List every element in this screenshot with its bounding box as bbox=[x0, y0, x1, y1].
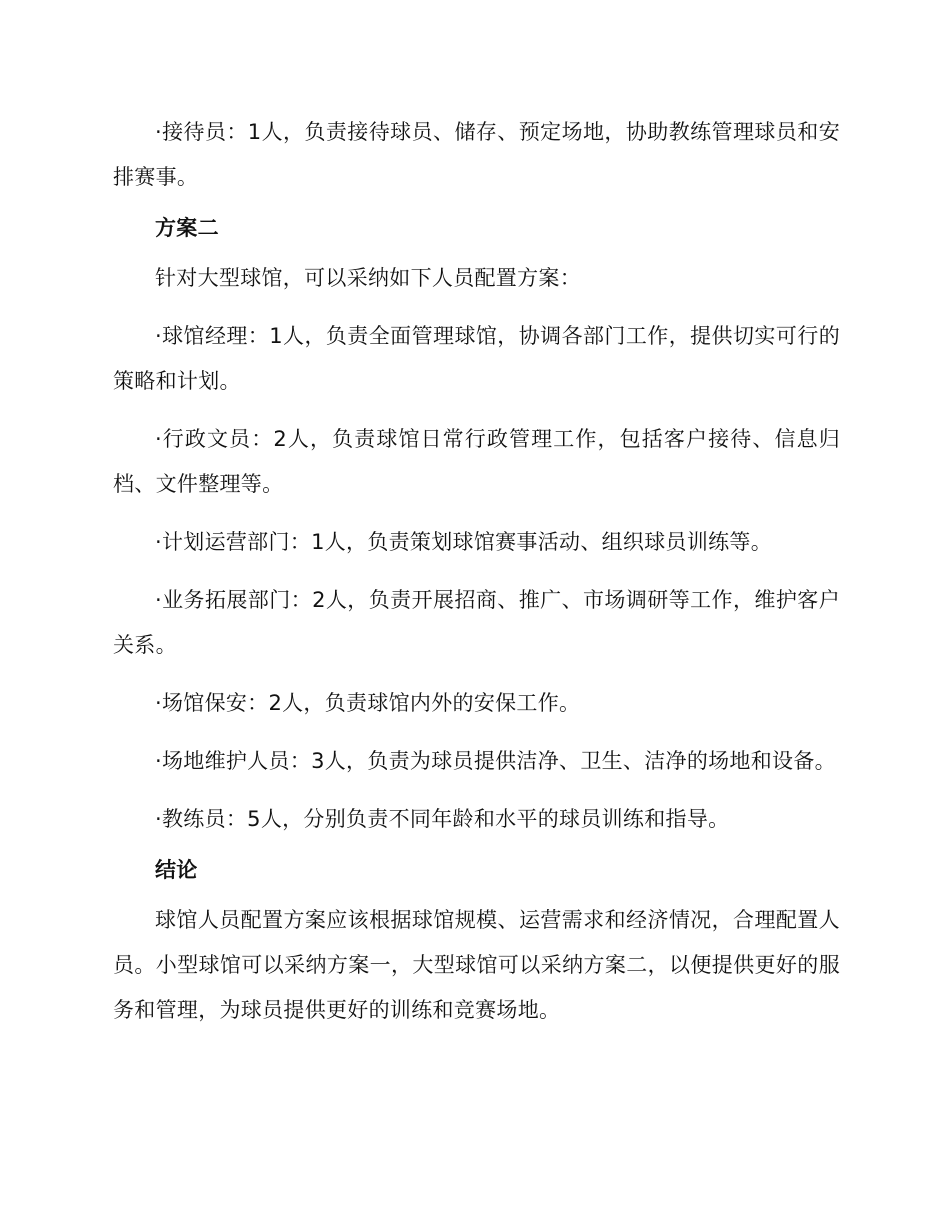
document-page bbox=[113, 110, 840, 1033]
section-heading-conclusion: 结论 bbox=[155, 858, 198, 882]
section-heading-plan-two: 方案二 bbox=[155, 216, 219, 240]
paragraph-receptionist: ·接待员：1人，负责接待球员、储存、预定场地，协助教练管理球员和安排赛事。 bbox=[113, 120, 840, 189]
paragraph-planning-operations: ·计划运营部门：1人，负责策划球馆赛事活动、组织球员训练等。 bbox=[155, 530, 773, 554]
paragraph-conclusion: 球馆人员配置方案应该根据球馆规模、运营需求和经济情况，合理配置人员。小型球馆可以采纳方案一，大型球馆可以采纳方案二，以便提供更好的服务和管理，为球员提供更好的训练和竞赛场地。 bbox=[113, 908, 840, 1022]
paragraph-plan-two-intro: 针对大型球馆，可以采纳如下人员配置方案： bbox=[155, 266, 581, 290]
paragraph-venue-manager: ·球馆经理：1人，负责全面管理球馆，协调各部门工作，提供切实可行的策略和计划。 bbox=[113, 324, 840, 393]
paragraph-admin-clerk: ·行政文员：2人，负责球馆日常行政管理工作，包括客户接待、信息归档、文件整理等。 bbox=[113, 427, 840, 496]
paragraph-maintenance-staff: ·场地维护人员：3人，负责为球员提供洁净、卫生、洁净的场地和设备。 bbox=[155, 749, 836, 773]
paragraph-business-development: ·业务拓展部门：2人，负责开展招商、推广、市场调研等工作，维护客户关系。 bbox=[113, 588, 840, 657]
paragraph-venue-security: ·场馆保安：2人，负责球馆内外的安保工作。 bbox=[155, 691, 581, 715]
paragraph-coaches: ·教练员：5人，分别负责不同年龄和水平的球员训练和指导。 bbox=[155, 807, 730, 831]
